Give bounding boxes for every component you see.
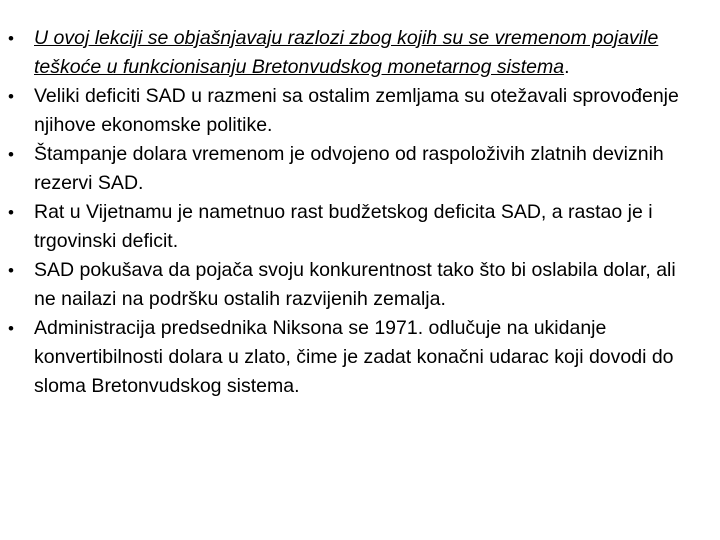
bullet-item-vietnam bbox=[8, 198, 698, 256]
bullet-icon: • bbox=[8, 29, 14, 48]
bullet-icon: • bbox=[8, 87, 14, 106]
bullet-list bbox=[8, 24, 698, 401]
bullet-text: Veliki deficiti SAD u razmeni sa ostalim zemljama su otežavali sprovođenje njihove ekonomske politike. bbox=[34, 85, 679, 136]
bullet-text: Rat u Vijetnamu je nametnuo rast budžetskog deficita SAD, a rastao je i trgovinski deficit. bbox=[34, 201, 653, 252]
intro-link-text[interactable]: U ovoj lekciji se objašnjavaju razlozi zbog kojih su se vremenom pojavile teškoće u funkcionisanju Bretonvudskog monetarnog sistema bbox=[34, 27, 659, 78]
bullet-icon: • bbox=[8, 203, 14, 222]
bullet-item-competitiveness bbox=[8, 256, 698, 314]
bullet-icon: • bbox=[8, 319, 14, 338]
bullet-item-nixon bbox=[8, 314, 698, 401]
bullet-item-intro bbox=[8, 24, 698, 82]
bullet-item-deficits bbox=[8, 82, 698, 140]
bullet-text: SAD pokušava da pojača svoju konkurentnost tako što bi oslabila dolar, ali ne nailazi na podršku ostalih razvijenih zemalja. bbox=[34, 259, 676, 310]
bullet-icon: • bbox=[8, 145, 14, 164]
bullet-text: Štampanje dolara vremenom je odvojeno od raspoloživih zlatnih deviznih rezervi SAD. bbox=[34, 143, 664, 194]
bullet-item-printing bbox=[8, 140, 698, 198]
bullet-text: Administracija predsednika Niksona se 1971. odlučuje na ukidanje konvertibilnosti dolara u zlato, čime je zadat konačni udarac koji dovodi do sloma Bretonvudskog sistema. bbox=[34, 317, 674, 397]
bullet-icon: • bbox=[8, 261, 14, 280]
intro-tail: . bbox=[564, 56, 570, 78]
